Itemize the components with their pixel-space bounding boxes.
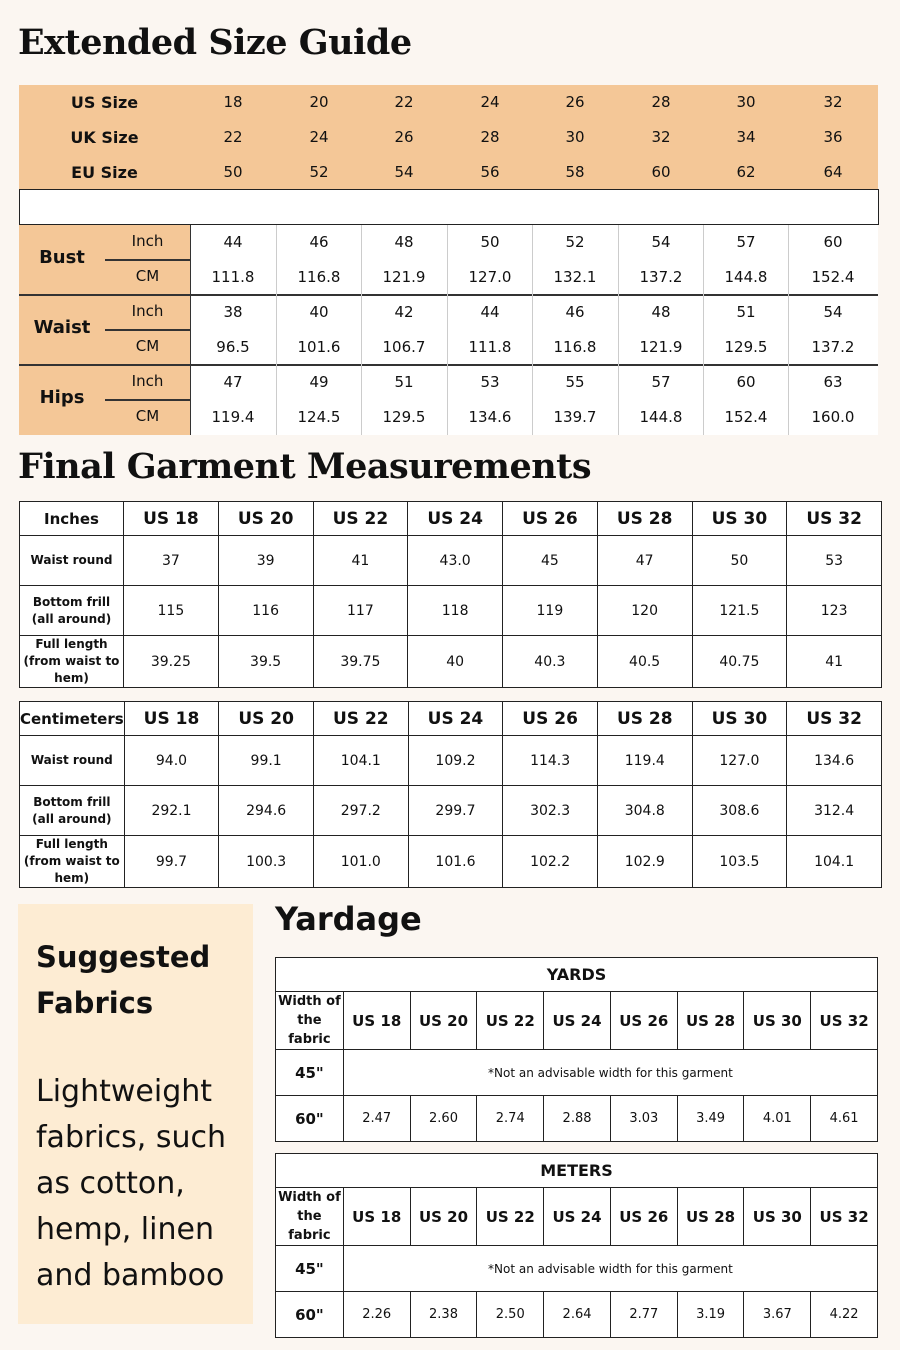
unit-label: Inch bbox=[131, 302, 164, 320]
value-cell: 2.88 bbox=[544, 1096, 611, 1142]
size-cell: 64 bbox=[823, 163, 843, 181]
size-header: US 22 bbox=[313, 702, 408, 736]
value-cell: 45 bbox=[503, 536, 598, 586]
value-cell: 123 bbox=[787, 586, 882, 636]
section-divider bbox=[19, 189, 879, 225]
table-caption: METERS bbox=[276, 1154, 878, 1188]
value-cell: 121.5 bbox=[692, 586, 787, 636]
value-cell: 46 bbox=[565, 303, 585, 321]
size-cell: 36 bbox=[823, 128, 843, 146]
row-label: Full length (from waist to hem) bbox=[20, 636, 124, 688]
size-header: US 26 bbox=[610, 1188, 677, 1246]
size-header: US 26 bbox=[610, 992, 677, 1050]
size-cell: 50 bbox=[223, 163, 243, 181]
value-cell: 160.0 bbox=[811, 408, 855, 426]
value-cell: 3.19 bbox=[677, 1292, 744, 1338]
size-cell: 32 bbox=[823, 93, 843, 111]
yardage-title: Yardage bbox=[275, 900, 422, 938]
size-header: US 18 bbox=[124, 502, 219, 536]
value-cell: 292.1 bbox=[124, 786, 219, 836]
size-cell: 56 bbox=[480, 163, 500, 181]
value-cell: 116.8 bbox=[297, 268, 341, 286]
suggested-fabrics-panel bbox=[18, 904, 253, 1324]
value-cell: 103.5 bbox=[692, 836, 787, 888]
value-cell: 43.0 bbox=[408, 536, 503, 586]
value-cell: 2.77 bbox=[610, 1292, 677, 1338]
table-header-row bbox=[20, 502, 882, 536]
value-cell: 2.74 bbox=[477, 1096, 544, 1142]
row-label: UK Size bbox=[70, 128, 139, 147]
us-size-row bbox=[19, 85, 878, 119]
size-header: US 24 bbox=[408, 502, 503, 536]
value-cell: 40.5 bbox=[597, 636, 692, 688]
value-cell: 42 bbox=[394, 303, 414, 321]
value-cell: 119.4 bbox=[211, 408, 255, 426]
value-cell: 101.0 bbox=[313, 836, 408, 888]
table-row bbox=[20, 786, 882, 836]
value-cell: 302.3 bbox=[503, 786, 598, 836]
size-header: US 20 bbox=[219, 702, 314, 736]
size-header: US 18 bbox=[343, 992, 410, 1050]
value-cell: 55 bbox=[565, 373, 585, 391]
value-cell: 127.0 bbox=[692, 736, 787, 786]
unit-label: CM bbox=[135, 267, 160, 285]
value-cell: 114.3 bbox=[503, 736, 598, 786]
value-cell: 39 bbox=[218, 536, 313, 586]
size-header: US 28 bbox=[677, 1188, 744, 1246]
value-cell: 51 bbox=[394, 373, 414, 391]
value-cell: 134.6 bbox=[787, 736, 882, 786]
value-cell: 2.60 bbox=[410, 1096, 477, 1142]
row-label: Waist round bbox=[20, 536, 124, 586]
value-cell: 57 bbox=[651, 373, 671, 391]
value-cell: 60 bbox=[823, 233, 843, 251]
size-cell: 30 bbox=[736, 93, 756, 111]
size-header: US 26 bbox=[503, 502, 598, 536]
value-cell: 54 bbox=[823, 303, 843, 321]
unit-header: Centimeters bbox=[20, 702, 125, 736]
value-cell: 116.8 bbox=[553, 338, 597, 356]
size-header: US 18 bbox=[124, 702, 219, 736]
value-cell: 63 bbox=[823, 373, 843, 391]
value-cell: 49 bbox=[309, 373, 329, 391]
size-header: US 30 bbox=[692, 502, 787, 536]
size-header: US 30 bbox=[744, 1188, 811, 1246]
value-cell: 127.0 bbox=[468, 268, 512, 286]
value-cell: 39.5 bbox=[218, 636, 313, 688]
value-cell: 118 bbox=[408, 586, 503, 636]
size-cell: 22 bbox=[394, 93, 414, 111]
unit-label: CM bbox=[135, 407, 160, 425]
value-cell: 101.6 bbox=[408, 836, 503, 888]
value-cell: 129.5 bbox=[382, 408, 426, 426]
value-cell: 308.6 bbox=[692, 786, 787, 836]
value-cell: 106.7 bbox=[382, 338, 426, 356]
eu-size-row bbox=[19, 155, 878, 189]
size-header: US 22 bbox=[477, 1188, 544, 1246]
value-cell: 44 bbox=[480, 303, 500, 321]
width-label: 60" bbox=[276, 1096, 344, 1142]
value-cell: 117 bbox=[313, 586, 408, 636]
value-cell: 2.50 bbox=[477, 1292, 544, 1338]
row-label: US Size bbox=[70, 93, 139, 112]
meters-table bbox=[275, 1153, 878, 1338]
table-row bbox=[276, 1096, 878, 1142]
size-cell: 18 bbox=[223, 93, 243, 111]
width-header: Width of the fabric bbox=[276, 992, 344, 1050]
value-cell: 52 bbox=[565, 233, 585, 251]
table-row bbox=[20, 736, 882, 786]
row-label: Waist round bbox=[20, 736, 125, 786]
table-row bbox=[20, 586, 882, 636]
value-cell: 41 bbox=[787, 636, 882, 688]
size-cell: 28 bbox=[651, 93, 671, 111]
value-cell: 57 bbox=[736, 233, 756, 251]
value-cell: 111.8 bbox=[211, 268, 255, 286]
size-header: US 30 bbox=[744, 992, 811, 1050]
size-cell: 28 bbox=[480, 128, 500, 146]
value-cell: 3.67 bbox=[744, 1292, 811, 1338]
measurement-name: Bust bbox=[39, 247, 85, 268]
not-advisable-note: *Not an advisable width for this garment bbox=[343, 1050, 877, 1096]
value-cell: 39.25 bbox=[124, 636, 219, 688]
size-header: US 28 bbox=[597, 502, 692, 536]
value-cell: 119 bbox=[503, 586, 598, 636]
size-cell: 60 bbox=[651, 163, 671, 181]
size-header: US 20 bbox=[218, 502, 313, 536]
fabrics-title: Suggested Fabrics bbox=[36, 940, 211, 1020]
body-measurements-table bbox=[19, 225, 878, 435]
value-cell: 99.7 bbox=[124, 836, 219, 888]
value-cell: 144.8 bbox=[639, 408, 683, 426]
value-cell: 40.3 bbox=[503, 636, 598, 688]
value-cell: 119.4 bbox=[597, 736, 692, 786]
value-cell: 50 bbox=[692, 536, 787, 586]
yards-table bbox=[275, 957, 878, 1142]
width-label: 60" bbox=[276, 1292, 344, 1338]
value-cell: 4.22 bbox=[811, 1292, 878, 1338]
size-cell: 20 bbox=[309, 93, 329, 111]
value-cell: 40 bbox=[309, 303, 329, 321]
value-cell: 102.2 bbox=[503, 836, 598, 888]
not-advisable-note: *Not an advisable width for this garment bbox=[343, 1246, 877, 1292]
value-cell: 60 bbox=[736, 373, 756, 391]
row-label: Full length (from waist to hem) bbox=[20, 836, 125, 888]
table-row bbox=[20, 836, 882, 888]
garment-centimeters-table bbox=[19, 701, 882, 888]
value-cell: 124.5 bbox=[297, 408, 341, 426]
size-header: US 26 bbox=[503, 702, 598, 736]
value-cell: 50 bbox=[480, 233, 500, 251]
garment-inches-table bbox=[19, 501, 882, 688]
row-label: Bottom frill (all around) bbox=[20, 786, 125, 836]
value-cell: 39.75 bbox=[313, 636, 408, 688]
fabrics-description: Lightweight fabrics, such as cotton, hemp, linen and bamboo bbox=[36, 1074, 227, 1293]
row-label: EU Size bbox=[71, 163, 138, 182]
value-cell: 121.9 bbox=[639, 338, 683, 356]
value-cell: 109.2 bbox=[408, 736, 503, 786]
value-cell: 53 bbox=[480, 373, 500, 391]
value-cell: 47 bbox=[223, 373, 243, 391]
size-header: US 22 bbox=[313, 502, 408, 536]
value-cell: 104.1 bbox=[313, 736, 408, 786]
garment-title: Final Garment Measurements bbox=[18, 446, 592, 487]
size-header: US 24 bbox=[408, 702, 503, 736]
value-cell: 115 bbox=[124, 586, 219, 636]
value-cell: 3.49 bbox=[677, 1096, 744, 1142]
size-header: US 32 bbox=[811, 1188, 878, 1246]
size-cell: 26 bbox=[394, 128, 414, 146]
waist-group bbox=[19, 295, 878, 365]
value-cell: 48 bbox=[394, 233, 414, 251]
value-cell: 137.2 bbox=[811, 338, 855, 356]
size-cell: 26 bbox=[565, 93, 585, 111]
width-label: 45" bbox=[276, 1246, 344, 1292]
width-label: 45" bbox=[276, 1050, 344, 1096]
value-cell: 144.8 bbox=[724, 268, 768, 286]
caption-row bbox=[276, 1154, 878, 1188]
size-header: US 18 bbox=[343, 1188, 410, 1246]
value-cell: 51 bbox=[736, 303, 756, 321]
size-cell: 22 bbox=[223, 128, 243, 146]
value-cell: 38 bbox=[223, 303, 243, 321]
table-row bbox=[276, 1246, 878, 1292]
value-cell: 120 bbox=[597, 586, 692, 636]
value-cell: 139.7 bbox=[553, 408, 597, 426]
table-caption: YARDS bbox=[276, 958, 878, 992]
value-cell: 48 bbox=[651, 303, 671, 321]
size-header: US 28 bbox=[597, 702, 692, 736]
value-cell: 137.2 bbox=[639, 268, 683, 286]
value-cell: 2.26 bbox=[343, 1292, 410, 1338]
unit-label: Inch bbox=[131, 372, 164, 390]
value-cell: 304.8 bbox=[597, 786, 692, 836]
size-header: US 22 bbox=[477, 992, 544, 1050]
value-cell: 294.6 bbox=[219, 786, 314, 836]
value-cell: 41 bbox=[313, 536, 408, 586]
value-cell: 53 bbox=[787, 536, 882, 586]
hips-group bbox=[19, 365, 878, 435]
value-cell: 111.8 bbox=[468, 338, 512, 356]
value-cell: 47 bbox=[597, 536, 692, 586]
size-header: US 28 bbox=[677, 992, 744, 1050]
table-row bbox=[20, 636, 882, 688]
value-cell: 4.61 bbox=[811, 1096, 878, 1142]
bust-group bbox=[19, 225, 878, 295]
size-cell: 52 bbox=[309, 163, 329, 181]
value-cell: 4.01 bbox=[744, 1096, 811, 1142]
size-header: US 20 bbox=[410, 1188, 477, 1246]
uk-size-row bbox=[19, 120, 878, 154]
size-cell: 58 bbox=[565, 163, 585, 181]
value-cell: 297.2 bbox=[313, 786, 408, 836]
size-cell: 24 bbox=[309, 128, 329, 146]
value-cell: 152.4 bbox=[724, 408, 768, 426]
value-cell: 132.1 bbox=[553, 268, 597, 286]
size-header: US 32 bbox=[787, 702, 882, 736]
value-cell: 299.7 bbox=[408, 786, 503, 836]
size-cell: 30 bbox=[565, 128, 585, 146]
table-header-row bbox=[20, 702, 882, 736]
size-header: US 32 bbox=[811, 992, 878, 1050]
table-row bbox=[20, 536, 882, 586]
value-cell: 312.4 bbox=[787, 786, 882, 836]
value-cell: 40 bbox=[408, 636, 503, 688]
value-cell: 2.38 bbox=[410, 1292, 477, 1338]
size-header: US 20 bbox=[410, 992, 477, 1050]
size-cell: 54 bbox=[394, 163, 414, 181]
size-cell: 32 bbox=[651, 128, 671, 146]
value-cell: 2.64 bbox=[544, 1292, 611, 1338]
table-row bbox=[276, 1292, 878, 1338]
value-cell: 116 bbox=[218, 586, 313, 636]
caption-row bbox=[276, 958, 878, 992]
value-cell: 104.1 bbox=[787, 836, 882, 888]
value-cell: 129.5 bbox=[724, 338, 768, 356]
row-label: Bottom frill (all around) bbox=[20, 586, 124, 636]
value-cell: 152.4 bbox=[811, 268, 855, 286]
value-cell: 54 bbox=[651, 233, 671, 251]
value-cell: 40.75 bbox=[692, 636, 787, 688]
size-header: US 24 bbox=[544, 1188, 611, 1246]
size-header: US 24 bbox=[544, 992, 611, 1050]
width-header: Width of the fabric bbox=[276, 1188, 344, 1246]
unit-label: Inch bbox=[131, 232, 164, 250]
size-header: US 30 bbox=[692, 702, 787, 736]
unit-label: CM bbox=[135, 337, 160, 355]
value-cell: 99.1 bbox=[219, 736, 314, 786]
measurement-name: Waist bbox=[33, 317, 91, 338]
value-cell: 46 bbox=[309, 233, 329, 251]
value-cell: 3.03 bbox=[610, 1096, 677, 1142]
measurement-name: Hips bbox=[39, 387, 85, 408]
table-row bbox=[276, 1050, 878, 1096]
value-cell: 134.6 bbox=[468, 408, 512, 426]
value-cell: 121.9 bbox=[382, 268, 426, 286]
size-cell: 24 bbox=[480, 93, 500, 111]
value-cell: 2.47 bbox=[343, 1096, 410, 1142]
value-cell: 96.5 bbox=[216, 338, 250, 356]
value-cell: 102.9 bbox=[597, 836, 692, 888]
unit-header: Inches bbox=[20, 502, 124, 536]
size-cell: 34 bbox=[736, 128, 756, 146]
value-cell: 44 bbox=[223, 233, 243, 251]
table-header-row bbox=[276, 992, 878, 1050]
size-guide-title: Extended Size Guide bbox=[18, 22, 412, 63]
value-cell: 37 bbox=[124, 536, 219, 586]
size-header: US 32 bbox=[787, 502, 882, 536]
size-cell: 62 bbox=[736, 163, 756, 181]
table-header-row bbox=[276, 1188, 878, 1246]
value-cell: 100.3 bbox=[219, 836, 314, 888]
value-cell: 94.0 bbox=[124, 736, 219, 786]
value-cell: 101.6 bbox=[297, 338, 341, 356]
size-conversion-header bbox=[19, 85, 878, 189]
